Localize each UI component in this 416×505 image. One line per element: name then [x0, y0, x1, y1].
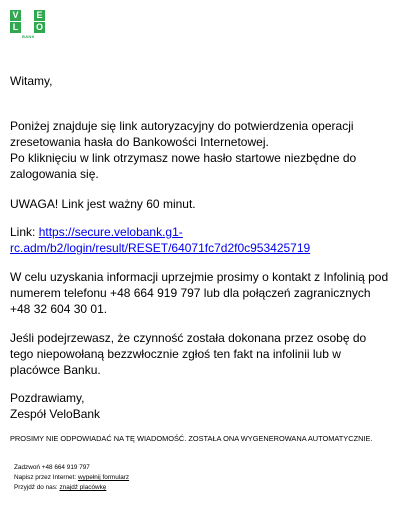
velobank-logo — [10, 10, 44, 39]
no-reply-notice: PROSIMY NIE ODPOWIADAĆ NA TĘ WIADOMOŚĆ. ZOSTAŁA ONA WYGENEROWANA AUTOMATYCZNIE. — [10, 434, 373, 443]
footer-write-label: Napisz przez Internet: — [14, 474, 78, 481]
suspect-line: Jeśli podejrzewasz, że czynność została dokonana przez osobę do — [10, 331, 367, 345]
logo-subtext: BANK — [22, 34, 35, 39]
logo-letter-l: L — [10, 22, 21, 33]
reset-info-line: zalogowania się. — [10, 167, 99, 181]
authorization-link[interactable]: https://secure.velobank.g1- — [38, 225, 183, 239]
contact-line: +48 32 604 30 01. — [10, 302, 108, 316]
greeting: Witamy, — [10, 74, 53, 88]
link-label: Link: — [10, 225, 39, 239]
branch-link[interactable]: znajdź placówkę — [59, 484, 107, 491]
authorization-link-continued[interactable]: rc.adm/b2/login/result/RESET/64071fc7d2f0c953425719 — [10, 241, 311, 255]
footer-write — [14, 473, 129, 482]
link-line-1 — [10, 224, 406, 240]
link-line-2 — [10, 240, 406, 256]
logo-letter-e: E — [34, 10, 45, 21]
closing: Pozdrawiamy, — [10, 391, 85, 405]
logo-letter-o: O — [35, 22, 43, 32]
reset-info-line: zresetowania hasła do Bankowości Internetowej. — [10, 135, 269, 149]
contact-line: numerem telefonu +48 664 919 797 lub dla połączeń zagranicznych — [10, 286, 371, 300]
footer-visit-label: Przyjdź do nas: — [14, 484, 60, 491]
form-link[interactable]: wypełnij formularz — [77, 474, 130, 481]
suspect-line: tego niepowołaną bezzwłocznie zgłoś ten fakt na infolinii lub w — [10, 347, 341, 361]
contact-line: W celu uzyskania informacji uprzejmie prosimy o kontakt z Infolinią pod — [10, 270, 389, 284]
signature: Zespół VeloBank — [10, 407, 101, 421]
logo-blank-cell — [22, 22, 33, 33]
reset-info-line: Poniżej znajduje się link autoryzacyjny do potwierdzenia operacji — [10, 119, 354, 133]
validity-warning: UWAGA! Link jest ważny 60 minut. — [10, 197, 196, 211]
reset-info-line: Po kliknięciu w link otrzymasz nowe hasło startowe niezbędne do — [10, 151, 357, 165]
suspect-line: placówce Banku. — [10, 363, 101, 377]
logo-letter-v: V — [10, 10, 21, 21]
footer-visit — [14, 483, 106, 492]
footer-call: Zadzwoń +48 664 919 797 — [14, 464, 90, 471]
logo-blank-cell — [22, 10, 33, 21]
